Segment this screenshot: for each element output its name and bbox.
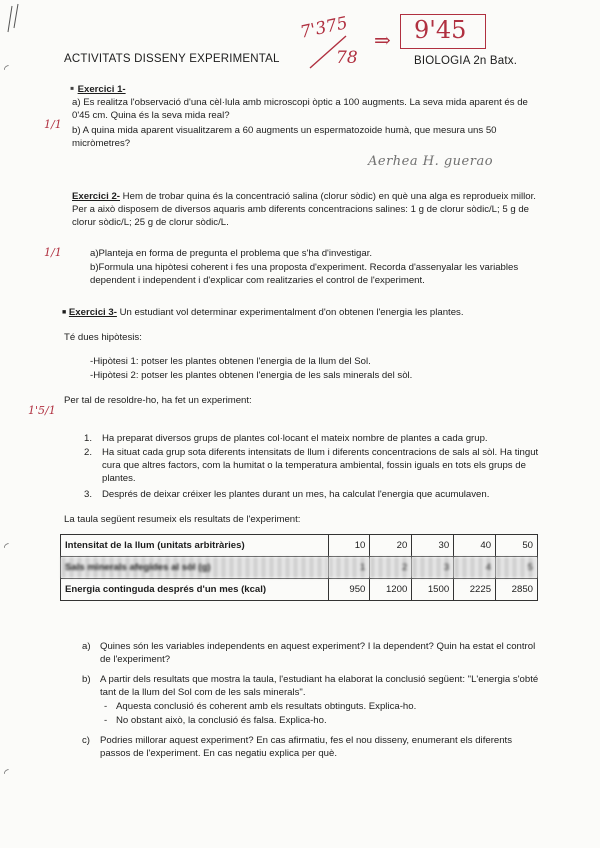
table-cell: 1 xyxy=(328,557,370,579)
ex1-heading: ▪ Exercici 1- xyxy=(70,81,126,95)
ex3-question-b1-dash: - xyxy=(104,701,108,712)
ex2-question-a: a)Planteja en forma de pregunta el problema que s'ha d'investigar. xyxy=(90,248,373,259)
table-cell: 1200 xyxy=(370,579,412,601)
grade-final: 9'45 xyxy=(414,16,467,44)
table-cell: 4 xyxy=(454,557,496,579)
ex1-mark: 1/1 xyxy=(44,118,62,131)
ex3-hypothesis-2: -Hipòtesi 2: potser les plantes obtenen l'energia de les sals minerals del sòl. xyxy=(90,370,413,381)
ex3-mark: 1'5/1 xyxy=(28,404,56,417)
table-row xyxy=(61,535,538,557)
ex3-question-b2: No obstant això, la conclusió és falsa. Explica-ho. xyxy=(116,715,327,726)
ex3-question-b: A partir dels resultats que mostra la taula, l'estudiant ha elaborat la conclusió següent: "L'energia s'obté tant de la llum del Sol com de les sals minerals". xyxy=(100,674,539,698)
table-cell: 50 xyxy=(496,535,538,557)
ex1-question-b: b) A quina mida aparent visualitzarem a 60 augments un espermatozoide humà, que mesura uns 50 micròmetres? xyxy=(72,125,497,149)
table-cell: 1500 xyxy=(412,579,454,601)
table-cell: 950 xyxy=(328,579,370,601)
table-cell: 40 xyxy=(454,535,496,557)
grade-fraction-top: 7'375 xyxy=(298,13,350,43)
table-cell: 5 xyxy=(496,557,538,579)
corner-scribble-icon xyxy=(2,2,32,42)
ex1-question-a: a) Es realitza l'observació d'una cèl·lula amb microscopi òptic a 100 augments. La seva mida aparent és de 0'45 cm. Quina és la seva mida real? xyxy=(72,97,528,121)
table-cell: 2850 xyxy=(496,579,538,601)
table-cell: 3 xyxy=(412,557,454,579)
ex3-question-a: Quines són les variables independents en aquest experiment? I la dependent? Quin ha estat el control de l'experiment? xyxy=(100,641,536,665)
ex2-intro: Exercici 2- Hem de trobar quina és la concentració salina (clorur sòdic) en què una alga es reprodueix millor. Per a això disposem de diversos aquaris amb diferents concentracions salines: 1 g de clorur sòdic/L; 5 g de clorur sòdic/L; 25 g de clorur sòdic/L. xyxy=(72,191,536,228)
table-row xyxy=(61,579,538,601)
table-cell: 20 xyxy=(370,535,412,557)
ex3-step-2: 2. Ha situat cada grup sota diferents intensitats de llum i diferents concentracions de sals al sòl. Ha tingut cura que altres factors, com la humitat o la temperatura ambiental, fossin iguals en tots els grups de plantes. xyxy=(84,447,539,484)
table-cell: 2225 xyxy=(454,579,496,601)
ex3-question-b1: Aquesta conclusió és coherent amb els resultats obtinguts. Explica-ho. xyxy=(116,701,417,712)
grade-arrow: ⇒ xyxy=(374,28,391,52)
row-label: Intensitat de la llum (unitats arbitràries) xyxy=(61,535,329,557)
binder-hole-mark: ◜ xyxy=(4,62,9,76)
binder-hole-mark: ◜ xyxy=(4,766,9,780)
ex3-step-1: 1. Ha preparat diversos grups de plantes col·locant el mateix nombre de plantes a cada grup. xyxy=(84,433,488,444)
ex3-question-c: Podries millorar aquest experiment? En cas afirmatiu, fes el nou disseny, enumerant els diferents passos de l'experiment. En cas negatiu explica per què. xyxy=(100,735,513,759)
subject-label: BIOLOGIA 2n Batx. xyxy=(414,55,518,67)
binder-hole-mark: ◜ xyxy=(4,540,9,554)
ex3-step-3: 3. Després de deixar créixer les plantes durant un mes, ha calculat l'energia que acumulaven. xyxy=(84,489,490,500)
row-label: Energia continguda després d'un mes (kcal) xyxy=(61,579,329,601)
table-cell: 10 xyxy=(328,535,370,557)
results-table xyxy=(60,534,538,601)
ex3-table-intro: La taula següent resumeix els resultats de l'experiment: xyxy=(64,514,301,525)
ex3-hypothesis-1: -Hipòtesi 1: potser les plantes obtenen l'energia de la llum del Sol. xyxy=(90,356,371,367)
ex2-mark: 1/1 xyxy=(44,246,62,259)
ex3-question-b2-dash: - xyxy=(104,715,108,726)
table-row xyxy=(61,557,538,579)
row-label: Sals minerals afegides al sòl (g) xyxy=(61,557,329,579)
ex2-question-b: b)Formula una hipòtesi coherent i fes una proposta d'experiment. Recorda d'assenyalar les variables dependent i independent i d'explicar com realitzaries el control de l'experiment. xyxy=(90,262,519,286)
table-cell: 2 xyxy=(370,557,412,579)
ex3-question-c-marker: c) xyxy=(82,735,90,746)
ex3-resolve: Per tal de resoldre-ho, ha fet un experiment: xyxy=(64,395,252,406)
grade-fraction-bottom: 78 xyxy=(336,48,358,68)
table-cell: 30 xyxy=(412,535,454,557)
document-title: ACTIVITATS DISSENY EXPERIMENTAL xyxy=(64,53,280,65)
student-name: Aerhea H. guerao xyxy=(368,154,494,169)
ex3-question-b-marker: b) xyxy=(82,674,91,685)
ex3-intro: ■ Exercici 3- Un estudiant vol determinar experimentalment d'on obtenen l'energia les plantes. xyxy=(62,307,464,318)
ex3-hypothesis-intro: Té dues hipòtesis: xyxy=(64,332,142,343)
ex3-question-a-marker: a) xyxy=(82,641,91,652)
